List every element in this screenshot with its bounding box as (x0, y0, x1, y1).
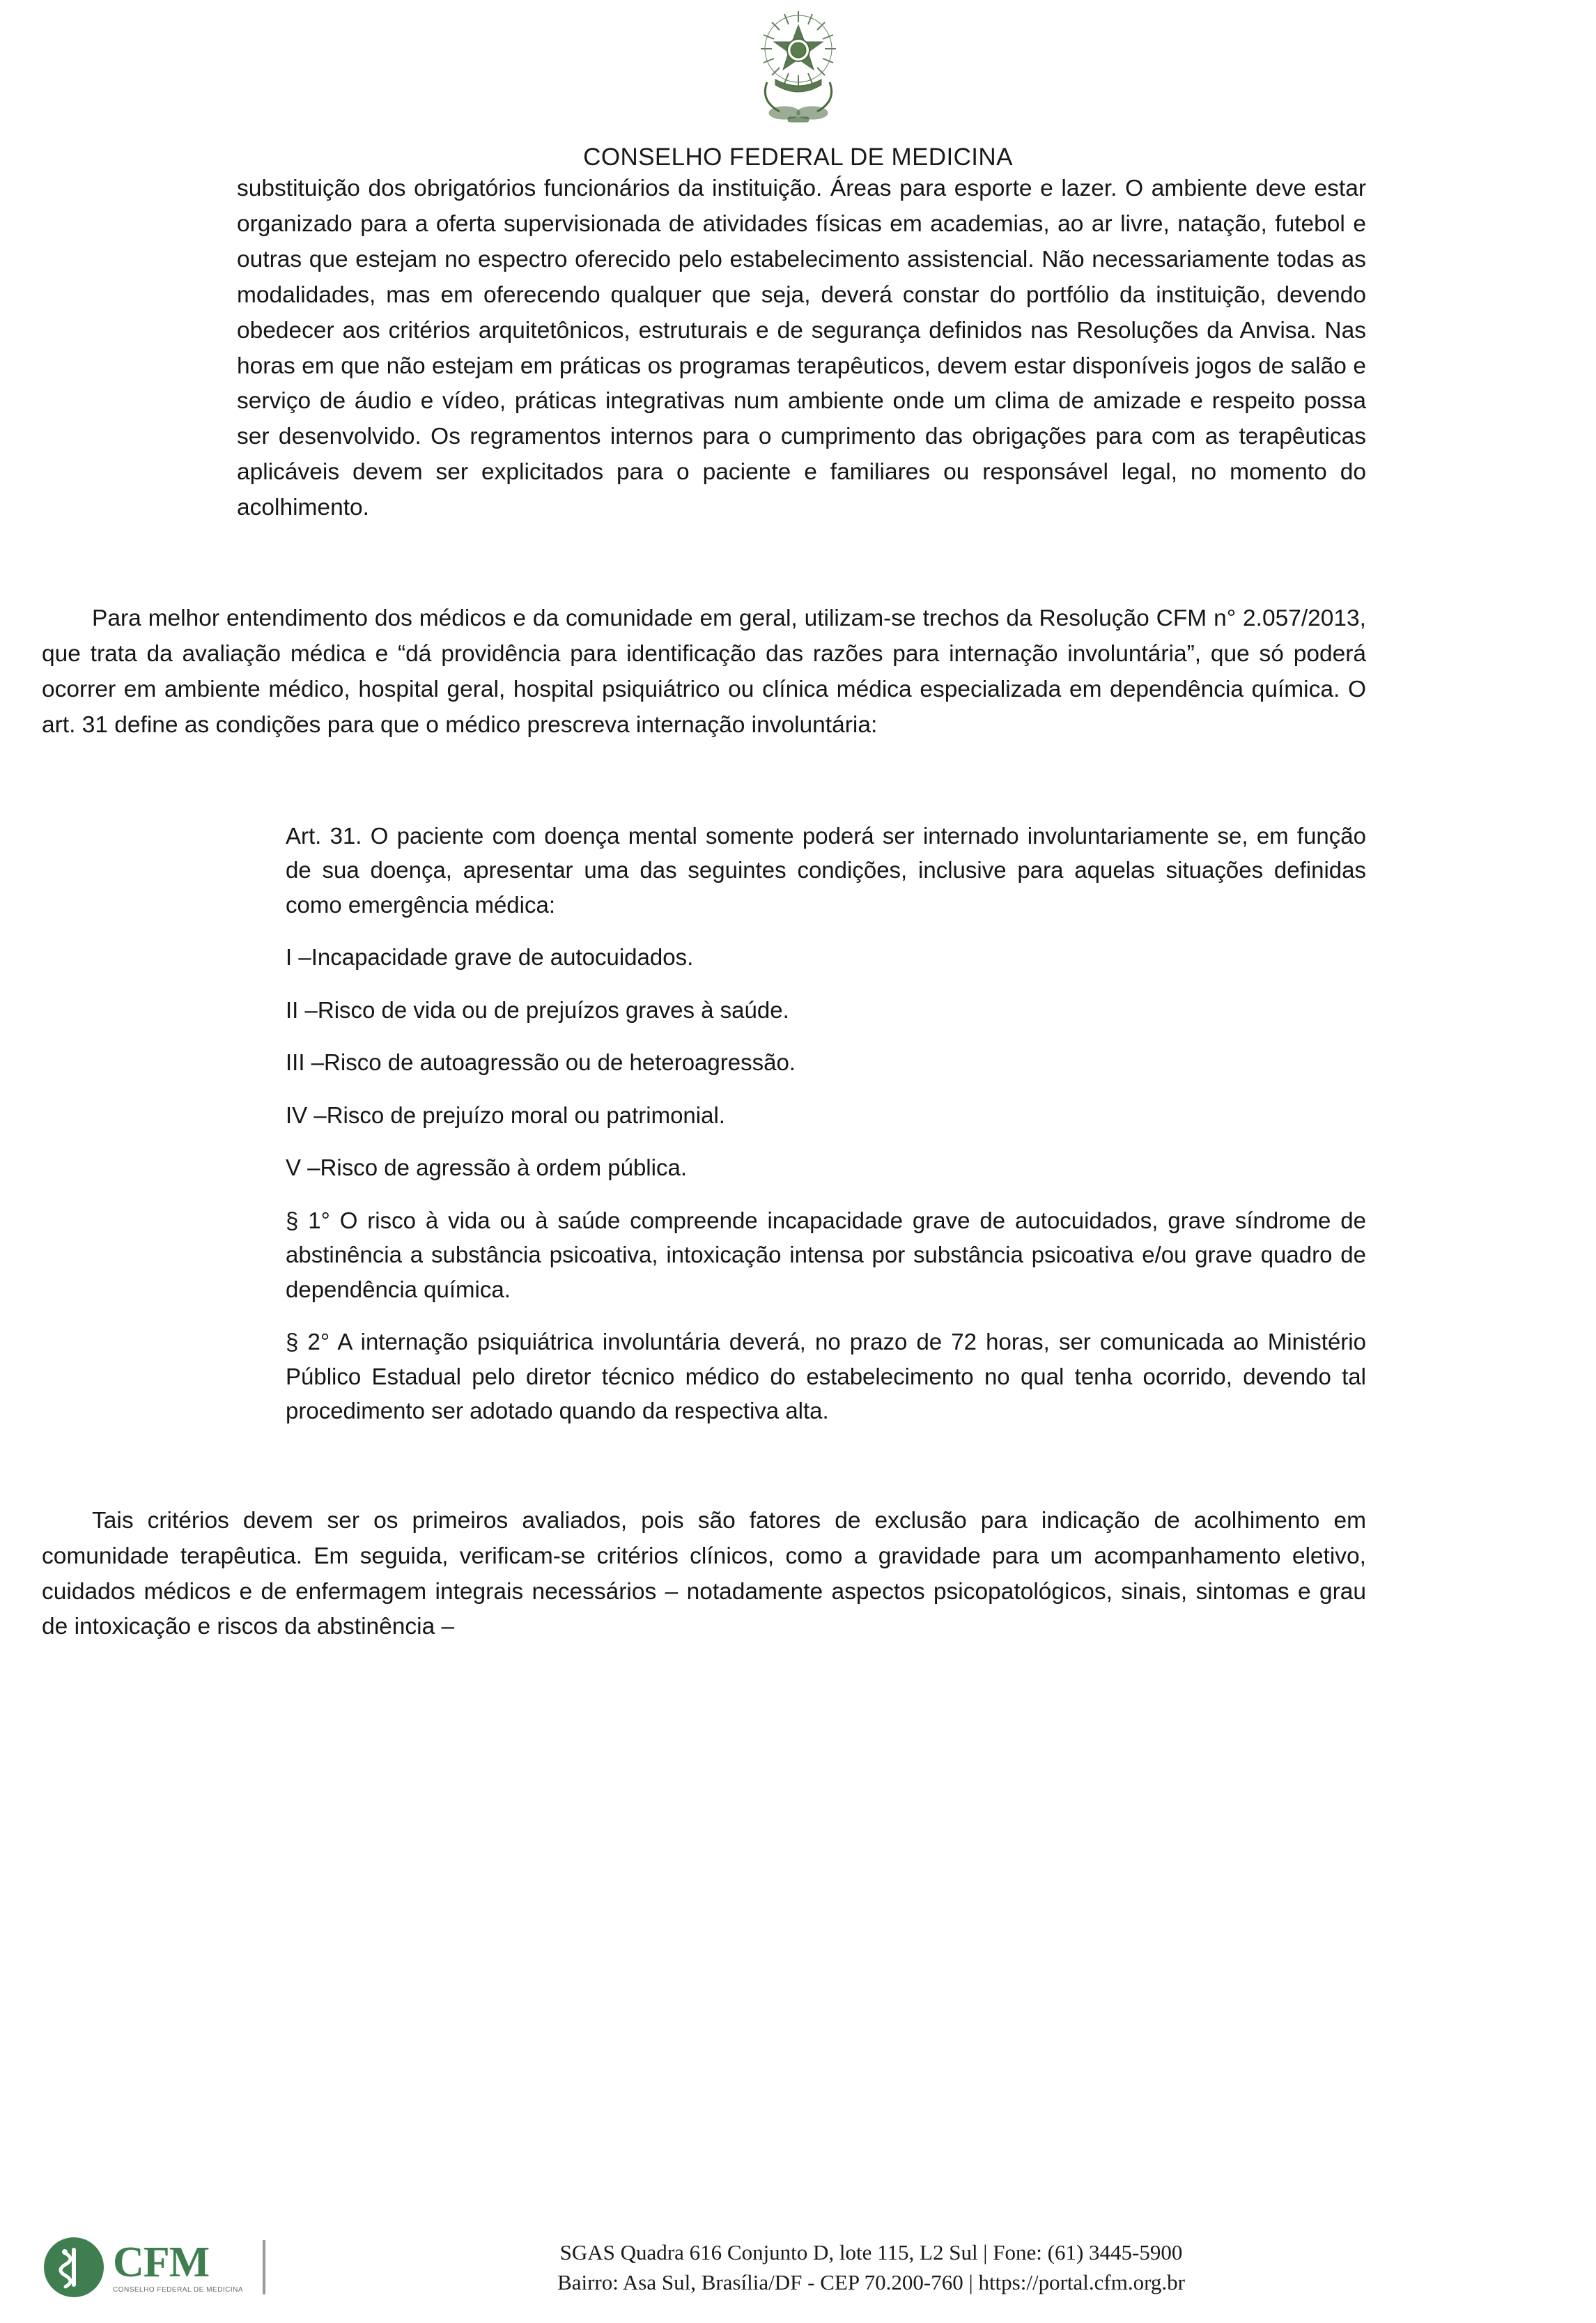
content-block-3 (0, 1504, 1596, 1646)
cfm-wordmark: CFM (113, 2239, 210, 2286)
article-item-iv: IV –Risco de prejuízo moral ou patrimonial. (286, 1102, 725, 1128)
article-paragraph-2: § 2° A internação psiquiátrica involuntária deverá, no prazo de 72 horas, ser comunicada ao Ministério Público Estadual pelo diretor técnico médico do estabelecimento no qual tenha ocorrido, devendo tal procedimento ser adotado quando da respectiva alta. (286, 1329, 1366, 1424)
paragraph-3: Tais critérios devem ser os primeiros avaliados, pois são fatores de exclusão para indicação de acolhimento em comunidade terapêutica. Em seguida, verificam-se critérios clínicos, como a gravidade para um acompanhamento eletivo, cuidados médicos e de enfermagem integrais necessários – notadamente aspectos psicopatológicos, sinais, sintomas e grau de intoxicação e riscos da abstinência – (42, 1507, 1366, 1640)
article-item-ii: II –Risco de vida ou de prejuízos graves à saúde. (286, 996, 789, 1023)
cfm-subtext: CONSELHO FEDERAL DE MEDICINA (113, 2286, 243, 2294)
document-footer (0, 2235, 1596, 2299)
content-block-2 (0, 601, 1596, 743)
paragraph-2: Para melhor entendimento dos médicos e da comunidade em geral, utilizam-se trechos da Resolução CFM n° 2.057/2013, que trata da avaliação médica e “dá providência para identificação das razões para internação involuntária”, que só poderá ocorrer em ambiente médico, hospital geral, hospital psiquiátrico ou clínica médica especializada em dependência química. O art. 31 define as condições para que o médico prescreva internação involuntária: (42, 605, 1366, 738)
article-paragraph-1: § 1° O risco à vida ou à saúde compreende incapacidade grave de autocuidados, grave síndrome de abstinência a substância psicoativa, intoxicação intensa por substância psicoativa e/ou grave quadro de dependência química. (286, 1207, 1366, 1302)
paragraph-1: substituição dos obrigatórios funcionários da instituição. Áreas para esporte e lazer. O ambiente deve estar organizado para a oferta supervisionada de atividades físicas em academias, ao ar livre, natação, futebol e outras que estejam no espectro oferecido pelo estabelecimento assistencial. Não necessariamente todas as modalidades, mas em oferecendo qualquer que seja, deverá constar do portfólio da instituição, devendo obedecer aos critérios arquitetônicos, estruturais e de segurança definidos nas Resoluções da Anvisa. Nas horas em que não estejam em práticas os programas terapêuticos, devem estar disponíveis jogos de salão e serviço de áudio e vídeo, práticas integrativas num ambiente onde um clima de amizade e respeito possa ser desenvolvido. Os regramentos internos para o cumprimento das obrigações para com as terapêuticas aplicáveis devem ser explicitados para o paciente e familiares ou responsável legal, no momento do acolhimento. (237, 176, 1366, 521)
article-item-v: V –Risco de agressão à ordem pública. (286, 1155, 687, 1181)
article-item-i: I –Incapacidade grave de autocuidados. (286, 944, 694, 971)
asclepius-rod-icon (42, 2235, 106, 2299)
article-item-iii: III –Risco de autoagressão ou de heteroagressão. (286, 1049, 796, 1076)
spacer (0, 743, 1596, 819)
cfm-logo-mark (42, 2235, 265, 2299)
document-header (0, 0, 1596, 171)
footer-address (272, 2237, 1554, 2298)
logo-divider (263, 2240, 265, 2294)
quoted-article-block (0, 819, 1596, 1428)
page-title: CONSELHO FEDERAL DE MEDICINA (583, 144, 1013, 171)
article-31-heading: Art. 31. O paciente com doença mental somente poderá ser internado involuntariamente se, em função de sua doença, apresentar uma das seguintes condições, inclusive para aquelas situações definidas como emergência médica: (286, 822, 1366, 918)
content-block-1 (0, 171, 1596, 526)
footer-address-line-1: SGAS Quadra 616 Conjunto D, lote 115, L2 Sul | Fone: (61) 3445-5900 (559, 2239, 1183, 2264)
brazil-coat-of-arms-icon (746, 7, 851, 139)
footer-address-line-2[interactable]: Bairro: Asa Sul, Brasília/DF - CEP 70.200-760 | https://portal.cfm.org.br (557, 2270, 1185, 2294)
spacer (0, 526, 1596, 601)
spacer (0, 1428, 1596, 1504)
footer-logo (42, 2235, 272, 2299)
